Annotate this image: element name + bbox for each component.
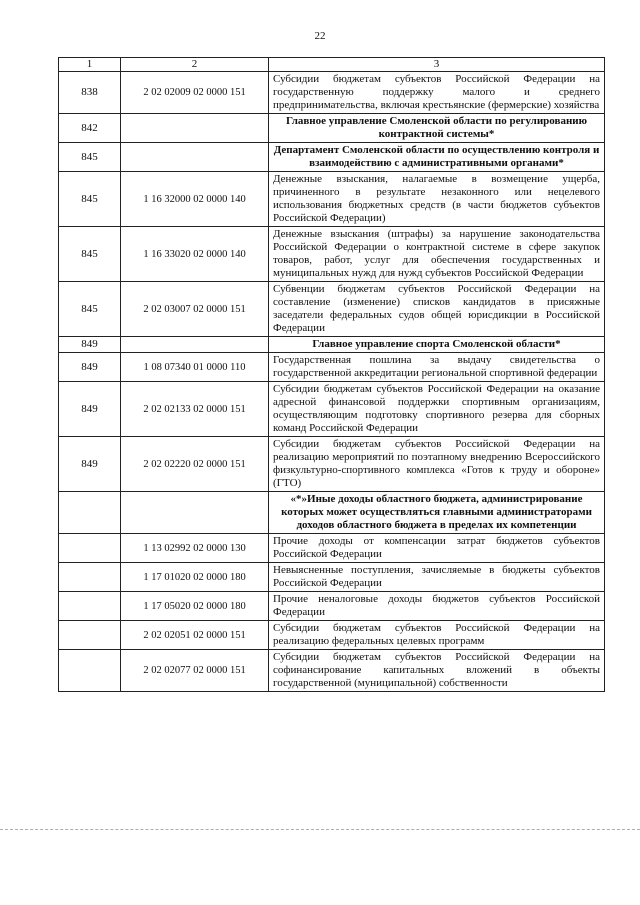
description-cell: Денежные взыскания, налагаемые в возмещение ущерба, причиненного в результате незаконного или нецелевого использования бюджетных средств (в части бюджетов субъектов Российской Федерации) bbox=[269, 172, 605, 227]
description-cell: «*»Иные доходы областного бюджета, администрирование которых может осуществляться главными администраторами доходов областного бюджета в пределах их компетенции bbox=[269, 492, 605, 534]
admin-code-cell: 838 bbox=[59, 72, 121, 114]
table-body bbox=[59, 72, 605, 692]
table-row bbox=[59, 172, 605, 227]
table-row bbox=[59, 534, 605, 563]
budget-code-cell: 2 02 02051 02 0000 151 bbox=[121, 621, 269, 650]
admin-code-cell bbox=[59, 650, 121, 692]
budget-code-cell: 2 02 02133 02 0000 151 bbox=[121, 382, 269, 437]
admin-code-cell: 845 bbox=[59, 172, 121, 227]
table-row bbox=[59, 492, 605, 534]
description-cell: Невыясненные поступления, зачисляемые в бюджеты субъектов Российской Федерации bbox=[269, 563, 605, 592]
revenue-classification-table bbox=[58, 57, 605, 692]
description-cell: Субсидии бюджетам субъектов Российской Федерации на оказание адресной финансовой поддержки спортивным организациям, осуществляющим подготовку спортивного резерва для сборных команд Российской Федерации bbox=[269, 382, 605, 437]
admin-code-cell bbox=[59, 592, 121, 621]
budget-code-cell bbox=[121, 114, 269, 143]
admin-code-cell bbox=[59, 534, 121, 563]
budget-code-cell: 2 02 02220 02 0000 151 bbox=[121, 437, 269, 492]
description-cell: Субсидии бюджетам субъектов Российской Федерации на софинансирование капитальных вложений в объекты государственной (муниципальной) собственности bbox=[269, 650, 605, 692]
table-row bbox=[59, 382, 605, 437]
admin-code-cell: 849 bbox=[59, 437, 121, 492]
table-header-row bbox=[59, 58, 605, 72]
description-cell: Прочие неналоговые доходы бюджетов субъектов Российской Федерации bbox=[269, 592, 605, 621]
table-row bbox=[59, 437, 605, 492]
description-cell: Главное управление Смоленской области по регулированию контрактной системы* bbox=[269, 114, 605, 143]
budget-code-cell: 1 13 02992 02 0000 130 bbox=[121, 534, 269, 563]
budget-code-cell bbox=[121, 337, 269, 353]
description-cell: Субсидии бюджетам субъектов Российской Федерации на государственную поддержку малого и среднего предпринимательства, включая крестьянские (фермерские) хозяйства bbox=[269, 72, 605, 114]
table-row bbox=[59, 621, 605, 650]
description-cell: Главное управление спорта Смоленской области* bbox=[269, 337, 605, 353]
admin-code-cell: 842 bbox=[59, 114, 121, 143]
description-cell: Государственная пошлина за выдачу свидетельства о государственной аккредитации региональной спортивной федерации bbox=[269, 353, 605, 382]
budget-code-cell: 1 08 07340 01 0000 110 bbox=[121, 353, 269, 382]
admin-code-cell bbox=[59, 563, 121, 592]
table-row bbox=[59, 143, 605, 172]
budget-code-cell: 1 16 32000 02 0000 140 bbox=[121, 172, 269, 227]
table-row bbox=[59, 114, 605, 143]
description-cell: Субсидии бюджетам субъектов Российской Федерации на реализацию федеральных целевых программ bbox=[269, 621, 605, 650]
budget-code-cell bbox=[121, 143, 269, 172]
budget-code-cell: 1 17 05020 02 0000 180 bbox=[121, 592, 269, 621]
admin-code-cell: 849 bbox=[59, 353, 121, 382]
table-row bbox=[59, 592, 605, 621]
admin-code-cell: 849 bbox=[59, 382, 121, 437]
table-row bbox=[59, 563, 605, 592]
table-row bbox=[59, 337, 605, 353]
table-row bbox=[59, 650, 605, 692]
column-header-2: 2 bbox=[121, 58, 269, 72]
column-header-3: 3 bbox=[269, 58, 605, 72]
admin-code-cell: 849 bbox=[59, 337, 121, 353]
description-cell: Денежные взыскания (штрафы) за нарушение законодательства Российской Федерации о контрактной системе в сфере закупок товаров, работ, услуг для обеспечения государственных и муниципальных нужд для нужд субъектов Российской Федерации bbox=[269, 227, 605, 282]
table-row bbox=[59, 353, 605, 382]
column-header-1: 1 bbox=[59, 58, 121, 72]
admin-code-cell: 845 bbox=[59, 282, 121, 337]
description-cell: Департамент Смоленской области по осуществлению контроля и взаимодействию с административными органами* bbox=[269, 143, 605, 172]
table-row bbox=[59, 72, 605, 114]
admin-code-cell: 845 bbox=[59, 143, 121, 172]
description-cell: Субвенции бюджетам субъектов Российской Федерации на составление (изменение) списков кандидатов в присяжные заседатели федеральных судов общей юрисдикции в Российской Федерации bbox=[269, 282, 605, 337]
budget-code-cell: 1 16 33020 02 0000 140 bbox=[121, 227, 269, 282]
budget-code-cell: 2 02 03007 02 0000 151 bbox=[121, 282, 269, 337]
budget-code-cell: 1 17 01020 02 0000 180 bbox=[121, 563, 269, 592]
page-number: 22 bbox=[314, 30, 326, 42]
table-row bbox=[59, 227, 605, 282]
budget-code-cell: 2 02 02009 02 0000 151 bbox=[121, 72, 269, 114]
description-cell: Прочие доходы от компенсации затрат бюджетов субъектов Российской Федерации bbox=[269, 534, 605, 563]
table-row bbox=[59, 282, 605, 337]
budget-code-cell bbox=[121, 492, 269, 534]
admin-code-cell bbox=[59, 492, 121, 534]
admin-code-cell bbox=[59, 621, 121, 650]
scan-artifact-line bbox=[0, 829, 640, 830]
description-cell: Субсидии бюджетам субъектов Российской Федерации на реализацию мероприятий по поэтапному внедрению Всероссийского физкультурно-спортивного комплекса «Готов к труду и обороне» (ГТО) bbox=[269, 437, 605, 492]
admin-code-cell: 845 bbox=[59, 227, 121, 282]
budget-code-cell: 2 02 02077 02 0000 151 bbox=[121, 650, 269, 692]
